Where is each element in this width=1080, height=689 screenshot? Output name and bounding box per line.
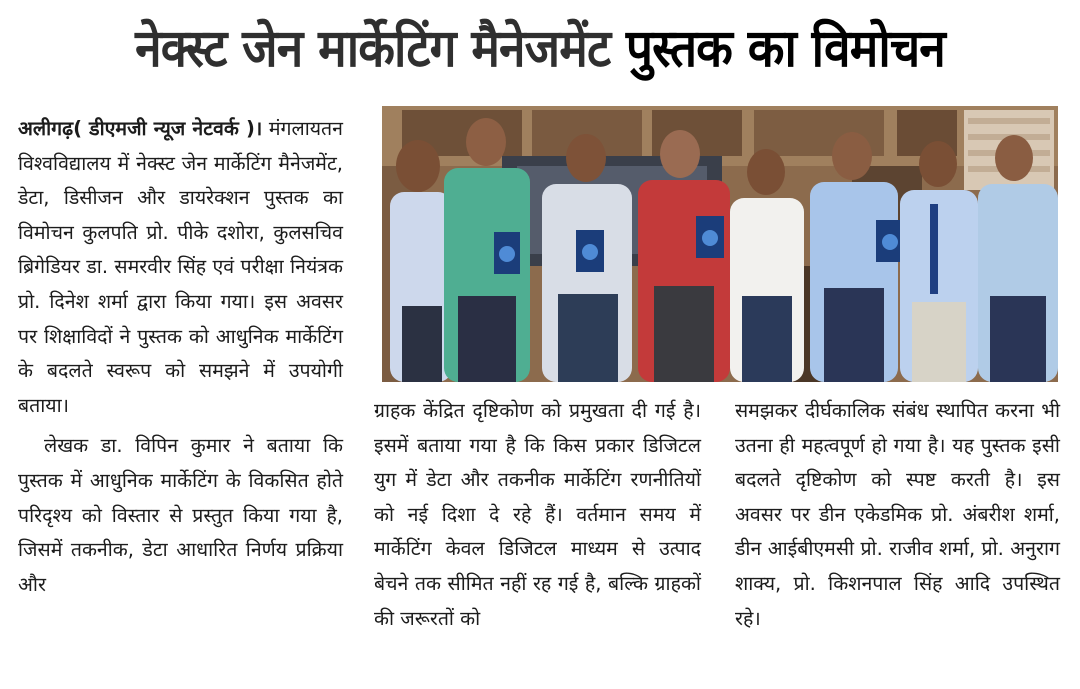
article-paragraph: समझकर दीर्घकालिक संबंध स्थापित करना भी उतना ही महत्वपूर्ण हो गया है। यह पुस्तक इसी बदलते दृष्टिकोण को स्पष्ट करती है। इस अवसर पर डीन एकेडमिक प्रो. अंबरीश शर्मा, डीन आईबीएमसी प्रो. राजीव शर्मा, प्रो. अनुराग शाक्य, प्रो. किशनपाल सिंह आदि उपस्थित रहे। [735,399,1060,630]
article-paragraph: लेखक डा. विपिन कुमार ने बताया कि पुस्तक में आधुनिक मार्केटिंग के विकसित होते परिदृश्य को विस्तार से प्रस्तुत किया गया है, जिसमें तकनीक, डेटा आधारित निर्णय प्रक्रिया और [18,434,343,596]
article-column-3 [735,394,1060,636]
article-paragraph: मंगलायतन विश्वविद्यालय में नेक्स्ट जेन मार्केटिंग मैनेजमेंट, डेटा, डिसीजन और डायरेक्शन पुस्तक का विमोचन कुलपति प्रो. पीके दशोरा, कुलसचिव ब्रिगेडियर डा. समरवीर सिंह एवं परीक्षा नियंत्रक प्रो. दिनेश शर्मा द्वारा किया गया। इस अवसर पर शिक्षाविदों ने पुस्तक को आधुनिक मार्केटिंग के बदलते स्वरूप को समझने में उपयोगी बताया। [18,117,343,417]
headline-part-a: नेक्स्ट जेन मार्केटिंग मैनेजमेंट [135,19,611,79]
headline [43,6,1037,92]
article-paragraph: ग्राहक केंद्रित दृष्टिकोण को प्रमुखता दी गई है। इसमें बताया गया है कि किस प्रकार डिजिटल युग में डेटा और तकनीक मार्केटिंग रणनीतियों को नई दिशा दे रहे हैं। वर्तमान समय में मार्केटिंग केवल डिजिटल माध्यम से उत्पाद बेचने तक सीमित नहीं रह गई है, बल्कि ग्राहकों की जरूरतों को [374,399,701,630]
headline-part-b: पुस्तक का विमोचन [625,19,945,79]
photo-illustration [382,106,1058,382]
article-column-2 [374,394,701,636]
event-photo [382,106,1058,382]
article-column-1 [18,112,343,602]
article-dateline: अलीगढ़( डीएमजी न्यूज नेटवर्क )। [18,117,263,140]
